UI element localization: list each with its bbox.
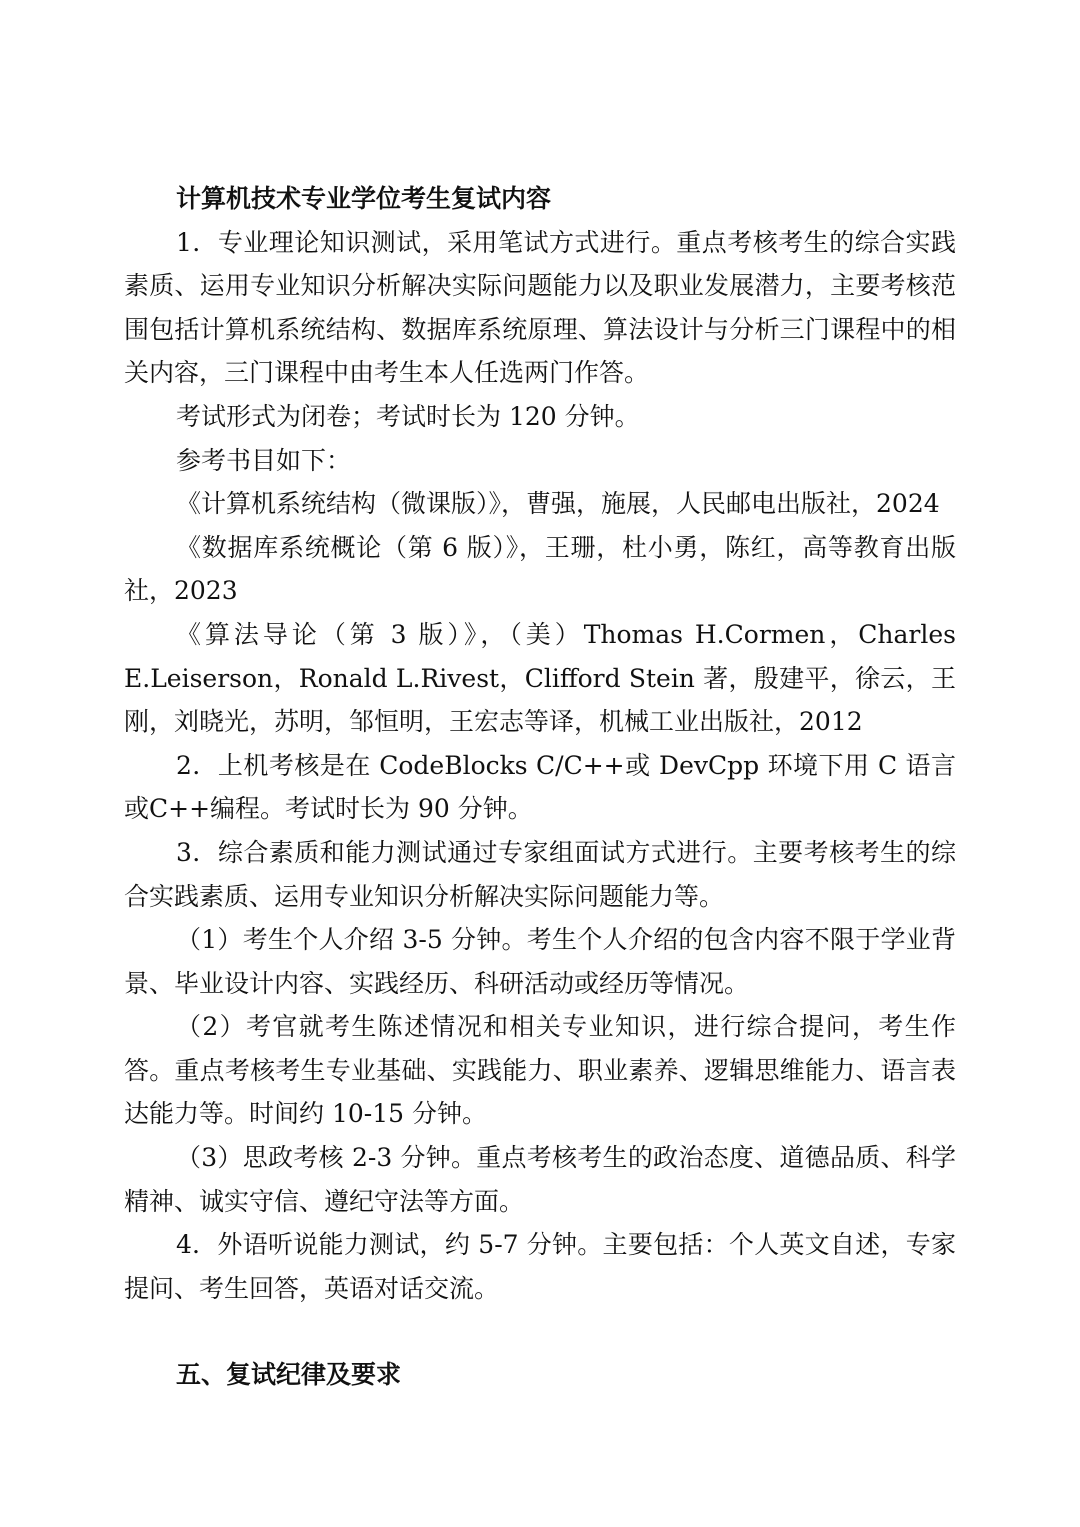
section-title: 计算机技术专业学位考生复试内容	[176, 184, 552, 213]
document-body	[124, 177, 956, 1310]
paragraph-language-test: 4．外语听说能力测试，约 5-7 分钟。主要包括：个人英文自述，专家提问、考生回答，英语对话交流。	[124, 1230, 956, 1303]
reference-book-1: 《计算机系统结构（微课版）》，曹强，施展，人民邮电出版社，2024	[176, 489, 940, 519]
section-heading-discipline: 五、复试纪律及要求	[176, 1360, 402, 1389]
paragraph-theory-test: 1．专业理论知识测试，采用笔试方式进行。重点考核考生的综合实践素质、运用专业知识分析解决实际问题能力以及职业发展潜力，主要考核范围包括计算机系统结构、数据库系统原理、算法设计与分析三门课程中的相关内容，三门课程中由考生本人任选两门作答。	[124, 227, 956, 388]
reference-book-2: 《数据库系统概论（第 6 版）》，王珊，杜小勇，陈红，高等教育出版社，2023	[124, 532, 956, 606]
paragraph-interview-questions: （2）考官就考生陈述情况和相关专业知识，进行综合提问，考生作答。重点考核考生专业基础、实践能力、职业素养、逻辑思维能力、语言表达能力等。时间约 10-15 分钟。	[124, 1012, 956, 1129]
paragraph-references-intro: 参考书目如下：	[176, 445, 352, 475]
paragraph-interview: 3．综合素质和能力测试通过专家组面试方式进行。主要考核考生的综合实践素质、运用专业知识分析解决实际问题能力等。	[124, 837, 956, 911]
paragraph-interview-intro: （1）考生个人介绍 3-5 分钟。考生个人介绍的包含内容不限于学业背景、毕业设计内容、实践经历、科研活动或经历等情况。	[124, 925, 956, 998]
paragraph-interview-politics: （3）思政考核 2-3 分钟。重点考核考生的政治态度、道德品质、科学精神、诚实守信、遵纪守法等方面。	[124, 1143, 956, 1216]
paragraph-exam-form: 考试形式为闭卷；考试时长为 120 分钟。	[176, 401, 640, 431]
reference-book-3: 《算法导论（第 3 版）》，（美）Thomas H.Cormen，Charles E.Leiserson，Ronald L.Rivest，Clifford Stein 著，殷建平，徐云，王刚，刘晓光，苏明，邹恒明，王宏志等译，机械工业出版社，2012	[124, 619, 956, 737]
paragraph-machine-test: 2．上机考核是在 CodeBlocks C/C++或 DevCpp 环境下用 C 语言或C++编程。考试时长为 90 分钟。	[124, 750, 956, 824]
